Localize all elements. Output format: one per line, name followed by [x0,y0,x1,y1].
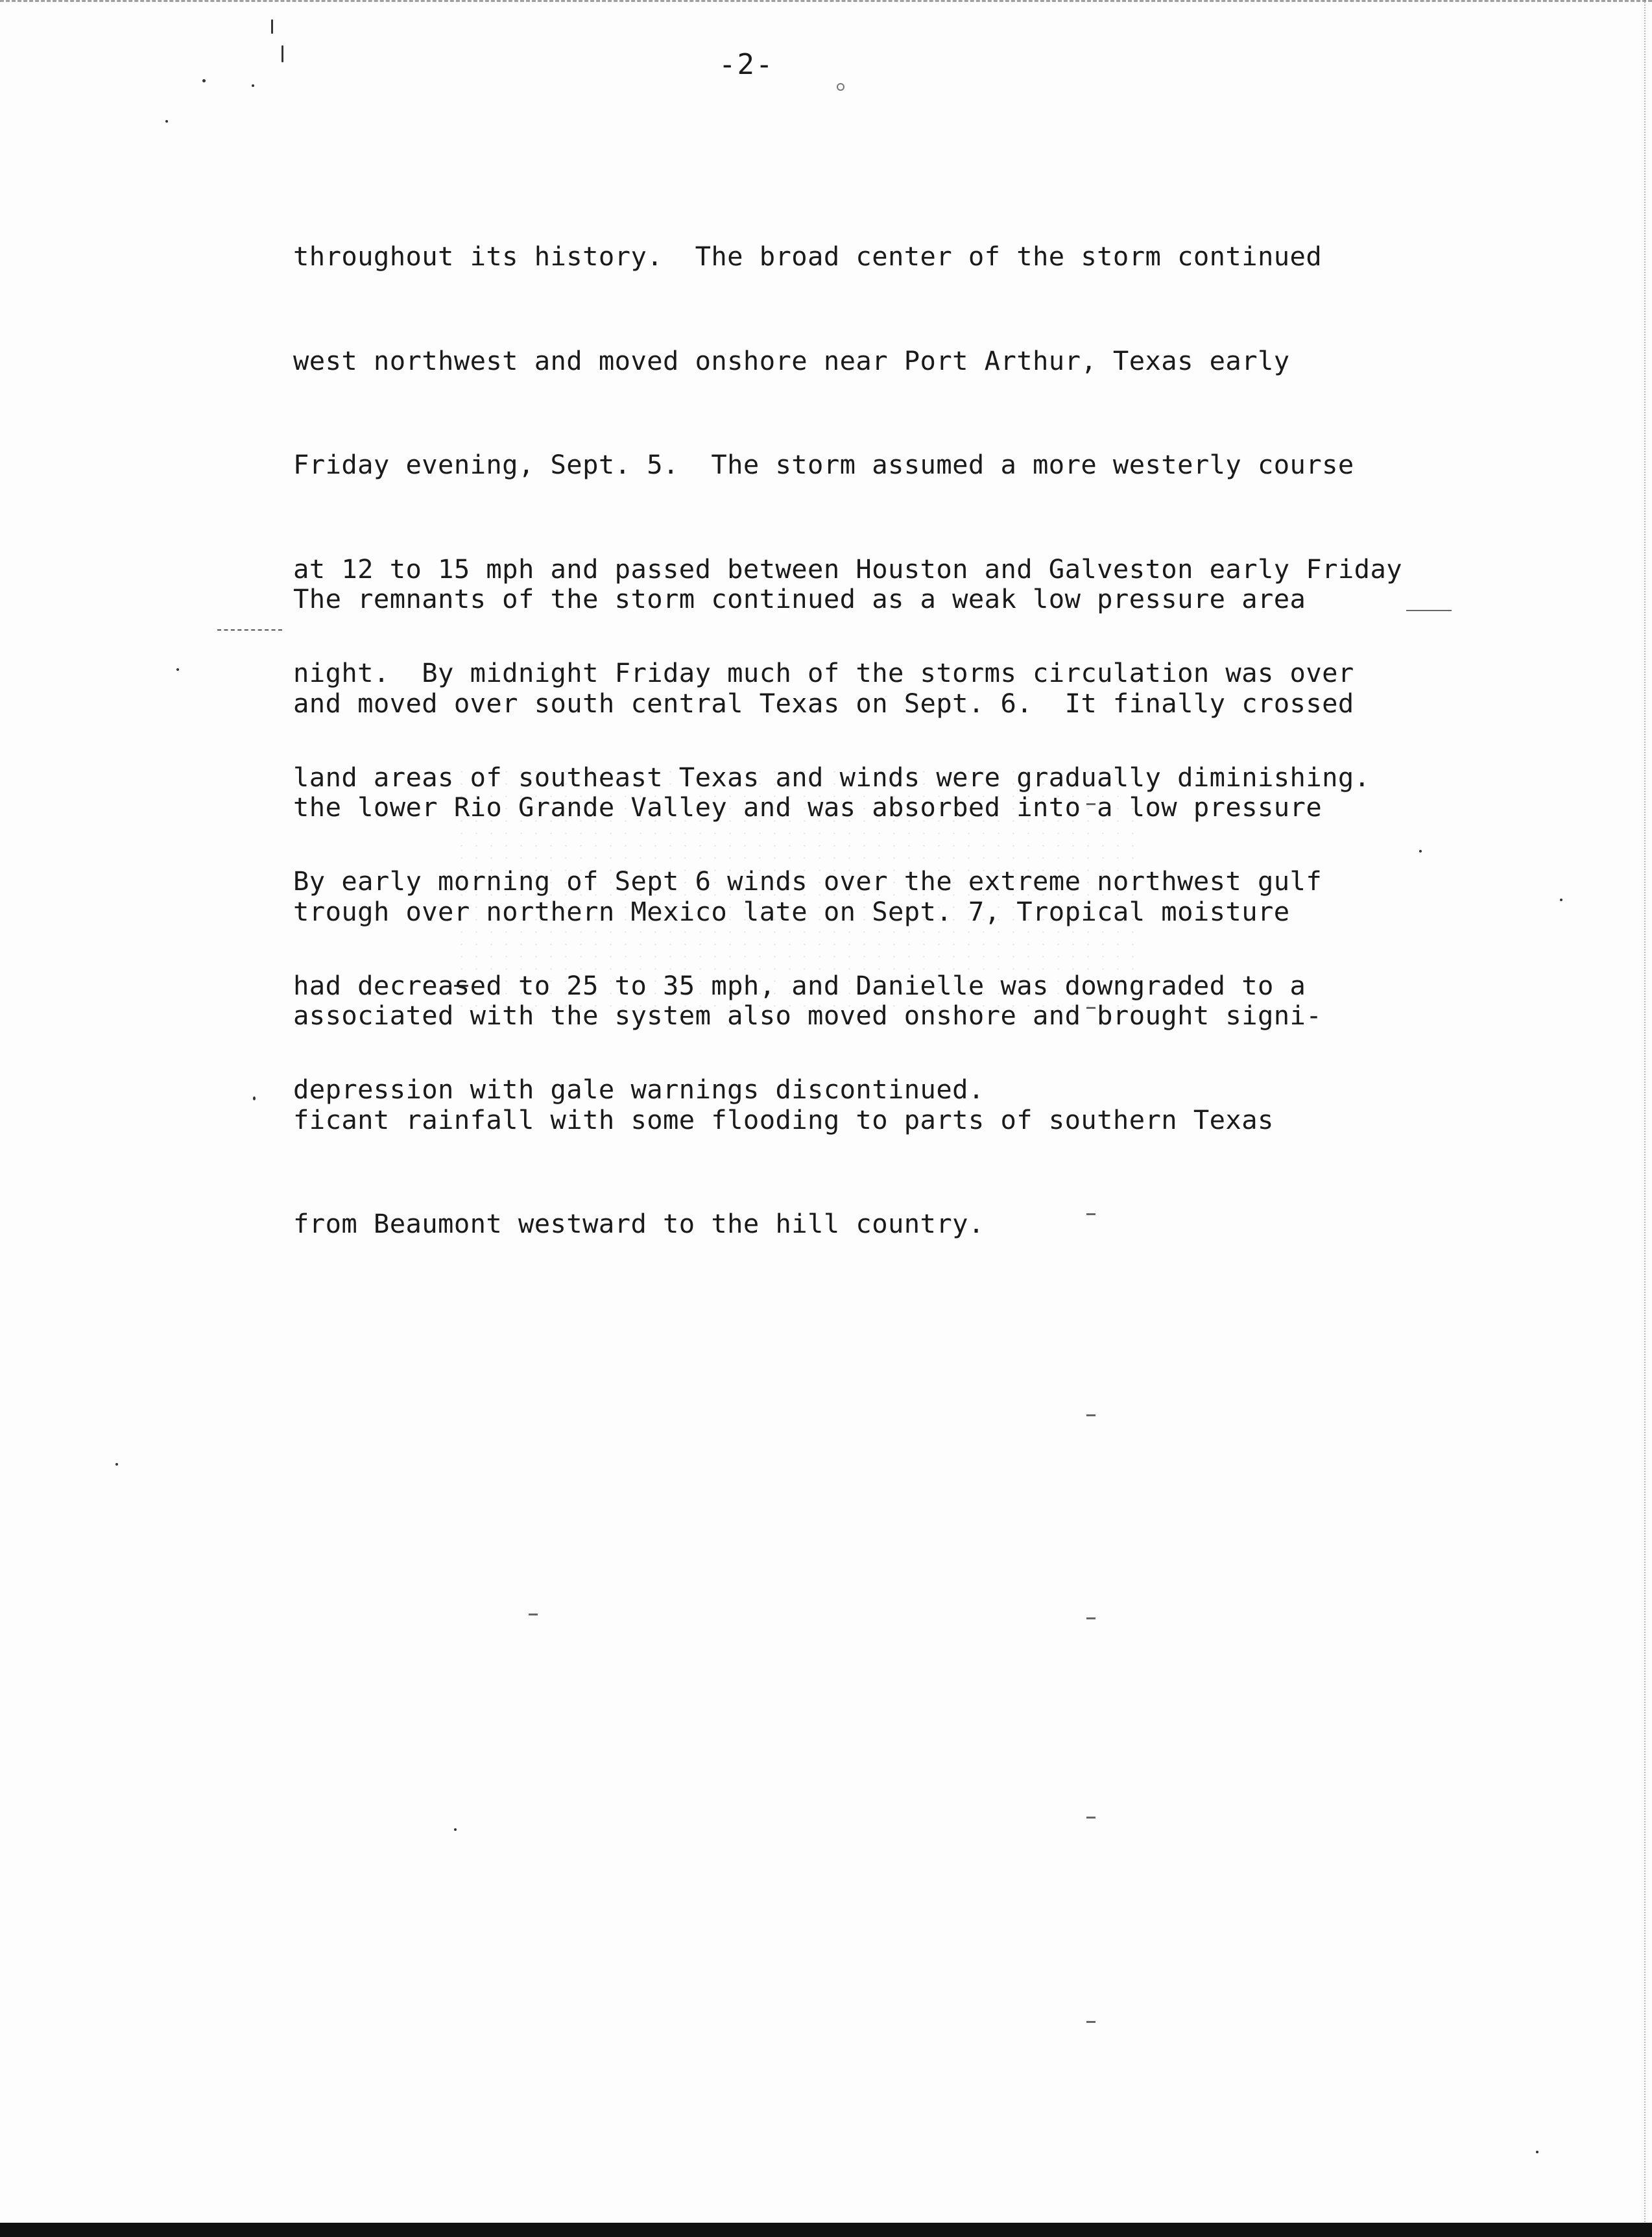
text-line: By early morning of Sept 6 winds over the extreme northwest gulf [293,865,1323,897]
scan-mark [217,629,282,632]
scan-speck [1536,2151,1538,2153]
scan-speck [252,84,254,87]
scan-speck [837,83,844,91]
scan-speck [281,45,283,62]
text-line: ficant rainfall with some flooding to parts of southern Texas [293,1104,1274,1135]
scan-speck [271,19,273,34]
text-line: from Beaumont westward to the hill country. [293,1208,985,1239]
text-line: associated with the system also moved onshore and brought signi- [293,1000,1323,1031]
text-line: depression with gale warnings discontinued. [293,1074,985,1105]
scan-mark [1086,2021,1095,2023]
scan-speck [115,1463,118,1466]
scan-speck [165,120,168,123]
paragraph-2 [293,513,1474,1311]
text-line: night. By midnight Friday much of the storms circulation was over [293,657,1354,688]
scan-top-edge [0,0,1652,6]
scan-right-edge [1644,0,1652,2237]
scan-mark [529,1614,538,1615]
text-line: land areas of southeast Texas and winds were gradually diminishing. [293,761,1371,793]
scan-speck [454,1828,457,1831]
text-line: trough over northern Mexico late on Sept. 7, Tropical moisture [293,895,1290,927]
text-line: the lower Rio Grande Valley and was absorbed into a low pressure [293,792,1323,823]
scan-mark [1086,1617,1095,1619]
text-line: throughout its history. The broad center of the storm continued [293,241,1323,272]
scan-speck [176,668,179,671]
text-line: Friday evening, Sept. 5. The storm assumed a more westerly course [293,449,1354,480]
text-line: west northwest and moved onshore near Port Arthur, Texas early [293,345,1290,376]
page-number: -2- [719,48,774,81]
scan-speck [202,79,206,82]
text-line: had decreased to 25 to 35 mph, and Danielle was downgraded to a [293,969,1306,1001]
scan-speck [1560,899,1562,901]
text-line: and moved over south central Texas on Sept. 6. It finally crossed [293,687,1354,719]
scan-mark [1086,1414,1095,1416]
text-line: The remnants of the storm continued as a weak low pressure area [293,583,1306,614]
scan-speck [253,1096,256,1100]
scan-mark [1086,1817,1095,1819]
text-line: at 12 to 15 mph and passed between Houston and Galveston early Friday [293,553,1403,585]
scan-bottom-edge [0,2223,1652,2237]
